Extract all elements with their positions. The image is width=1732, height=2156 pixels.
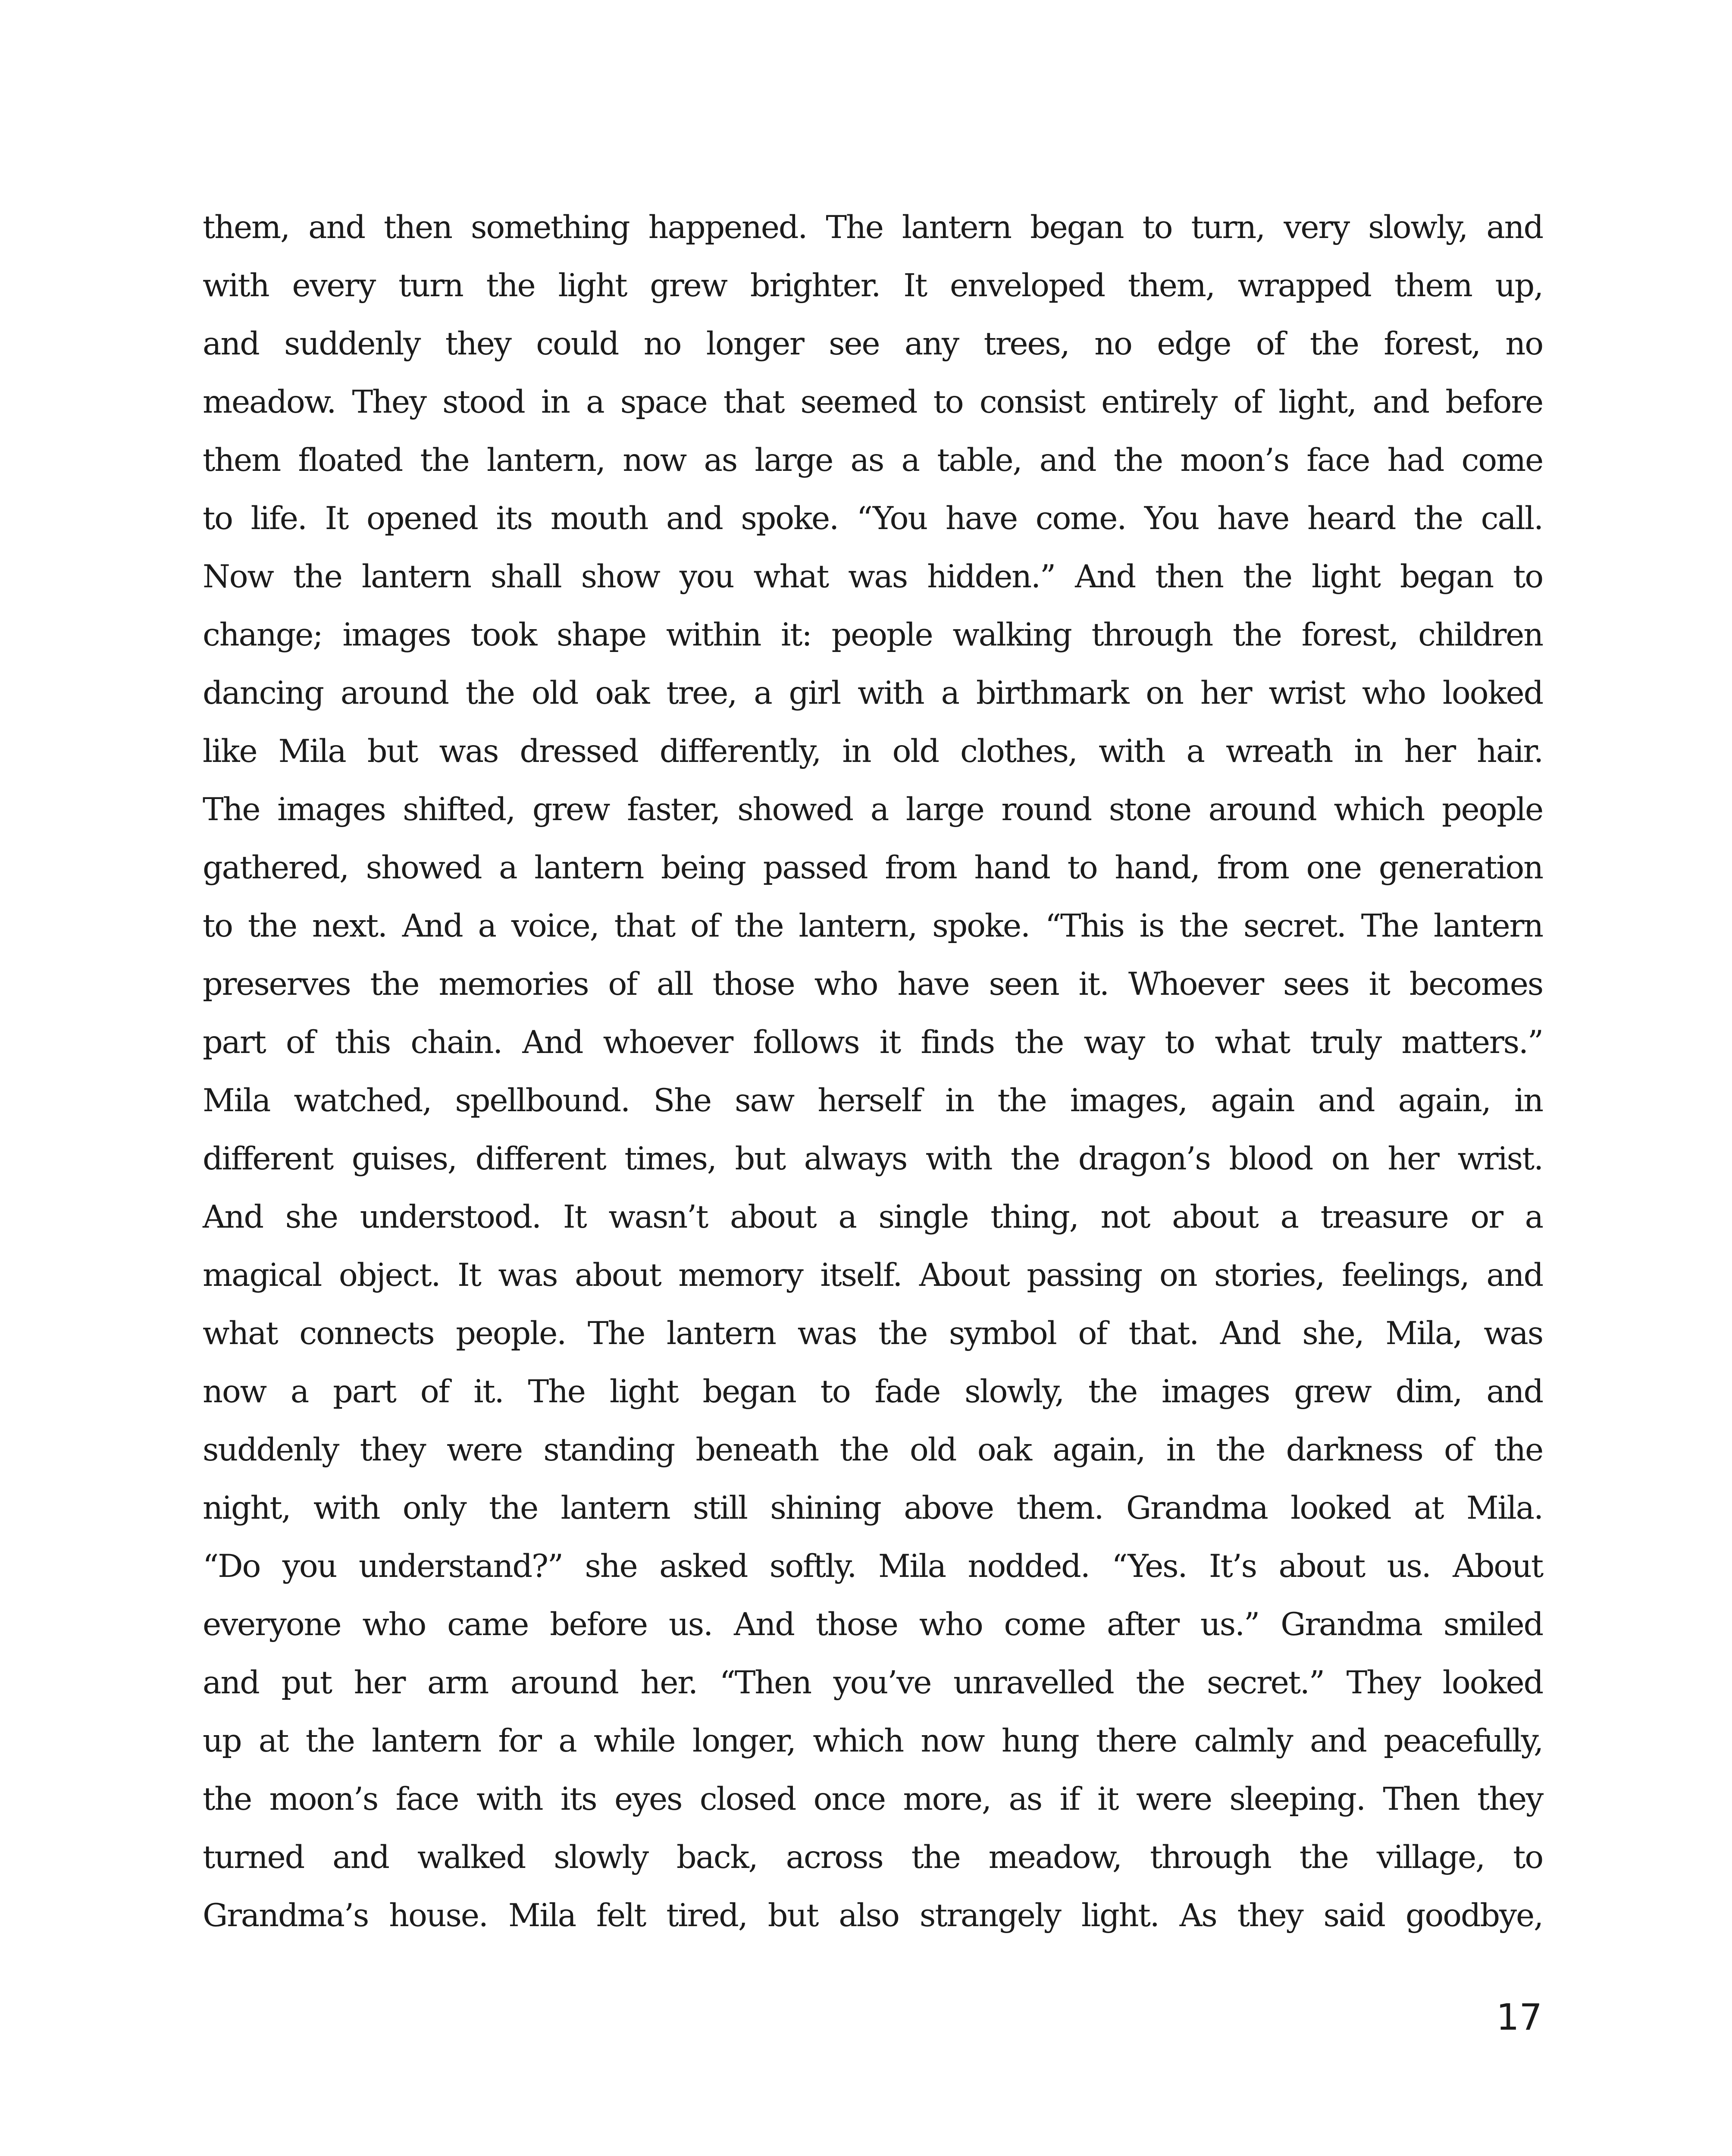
text-line: turned and walked slowly back, across the meadow, through the village, to [203, 1839, 1543, 1876]
text-line: suddenly they were standing beneath the old oak again, in the darkness of the [203, 1432, 1543, 1468]
text-line: Grandma’s house. Mila felt tired, but also strangely light. As they said goodbye, [203, 1897, 1543, 1934]
text-line: gathered, showed a lantern being passed from hand to hand, from one generation [203, 849, 1543, 886]
text-line: “Do you understand?” she asked softly. Mila nodded. “Yes. It’s about us. About [203, 1548, 1543, 1585]
text-line: preserves the memories of all those who have seen it. Whoever sees it becomes [203, 966, 1543, 1003]
text-line: Mila watched, spellbound. She saw herself in the images, again and again, in [203, 1082, 1543, 1119]
text-line: change; images took shape within it: people walking through the forest, children [203, 617, 1543, 653]
text-line: to life. It opened its mouth and spoke. “You have come. You have heard the call. [203, 500, 1543, 537]
text-line: them floated the lantern, now as large as a table, and the moon’s face had come [203, 442, 1543, 479]
text-line: what connects people. The lantern was the symbol of that. And she, Mila, was [203, 1315, 1543, 1352]
text-line: the moon’s face with its eyes closed once more, as if it were sleeping. Then they [203, 1781, 1543, 1818]
page-number: 17 [1496, 1996, 1542, 2038]
text-line: and suddenly they could no longer see any trees, no edge of the forest, no [203, 326, 1543, 362]
body-text [203, 198, 1543, 1945]
text-line: them, and then something happened. The lantern began to turn, very slowly, and [203, 209, 1543, 246]
text-line: to the next. And a voice, that of the lantern, spoke. “This is the secret. The lantern [203, 908, 1543, 944]
text-line: night, with only the lantern still shining above them. Grandma looked at Mila. [203, 1490, 1543, 1526]
text-line: And she understood. It wasn’t about a single thing, not about a treasure or a [203, 1199, 1543, 1235]
text-line: Now the lantern shall show you what was hidden.” And then the light began to [203, 558, 1543, 595]
text-line: like Mila but was dressed differently, in old clothes, with a wreath in her hair. [203, 733, 1543, 770]
text-line: The images shifted, grew faster, showed a large round stone around which people [203, 791, 1543, 828]
text-line: everyone who came before us. And those who come after us.” Grandma smiled [203, 1606, 1543, 1643]
text-line: dancing around the old oak tree, a girl with a birthmark on her wrist who looked [203, 675, 1543, 711]
text-line: part of this chain. And whoever follows it finds the way to what truly matters.” [203, 1024, 1543, 1061]
text-line: now a part of it. The light began to fade slowly, the images grew dim, and [203, 1373, 1543, 1410]
text-line: and put her arm around her. “Then you’ve unravelled the secret.” They looked [203, 1664, 1543, 1701]
text-line: magical object. It was about memory itself. About passing on stories, feelings, and [203, 1257, 1543, 1294]
text-line: up at the lantern for a while longer, which now hung there calmly and peacefully, [203, 1723, 1543, 1759]
text-line: different guises, different times, but always with the dragon’s blood on her wrist. [203, 1141, 1543, 1177]
text-line: meadow. They stood in a space that seemed to consist entirely of light, and before [203, 384, 1543, 420]
text-line: with every turn the light grew brighter. It enveloped them, wrapped them up, [203, 267, 1543, 304]
